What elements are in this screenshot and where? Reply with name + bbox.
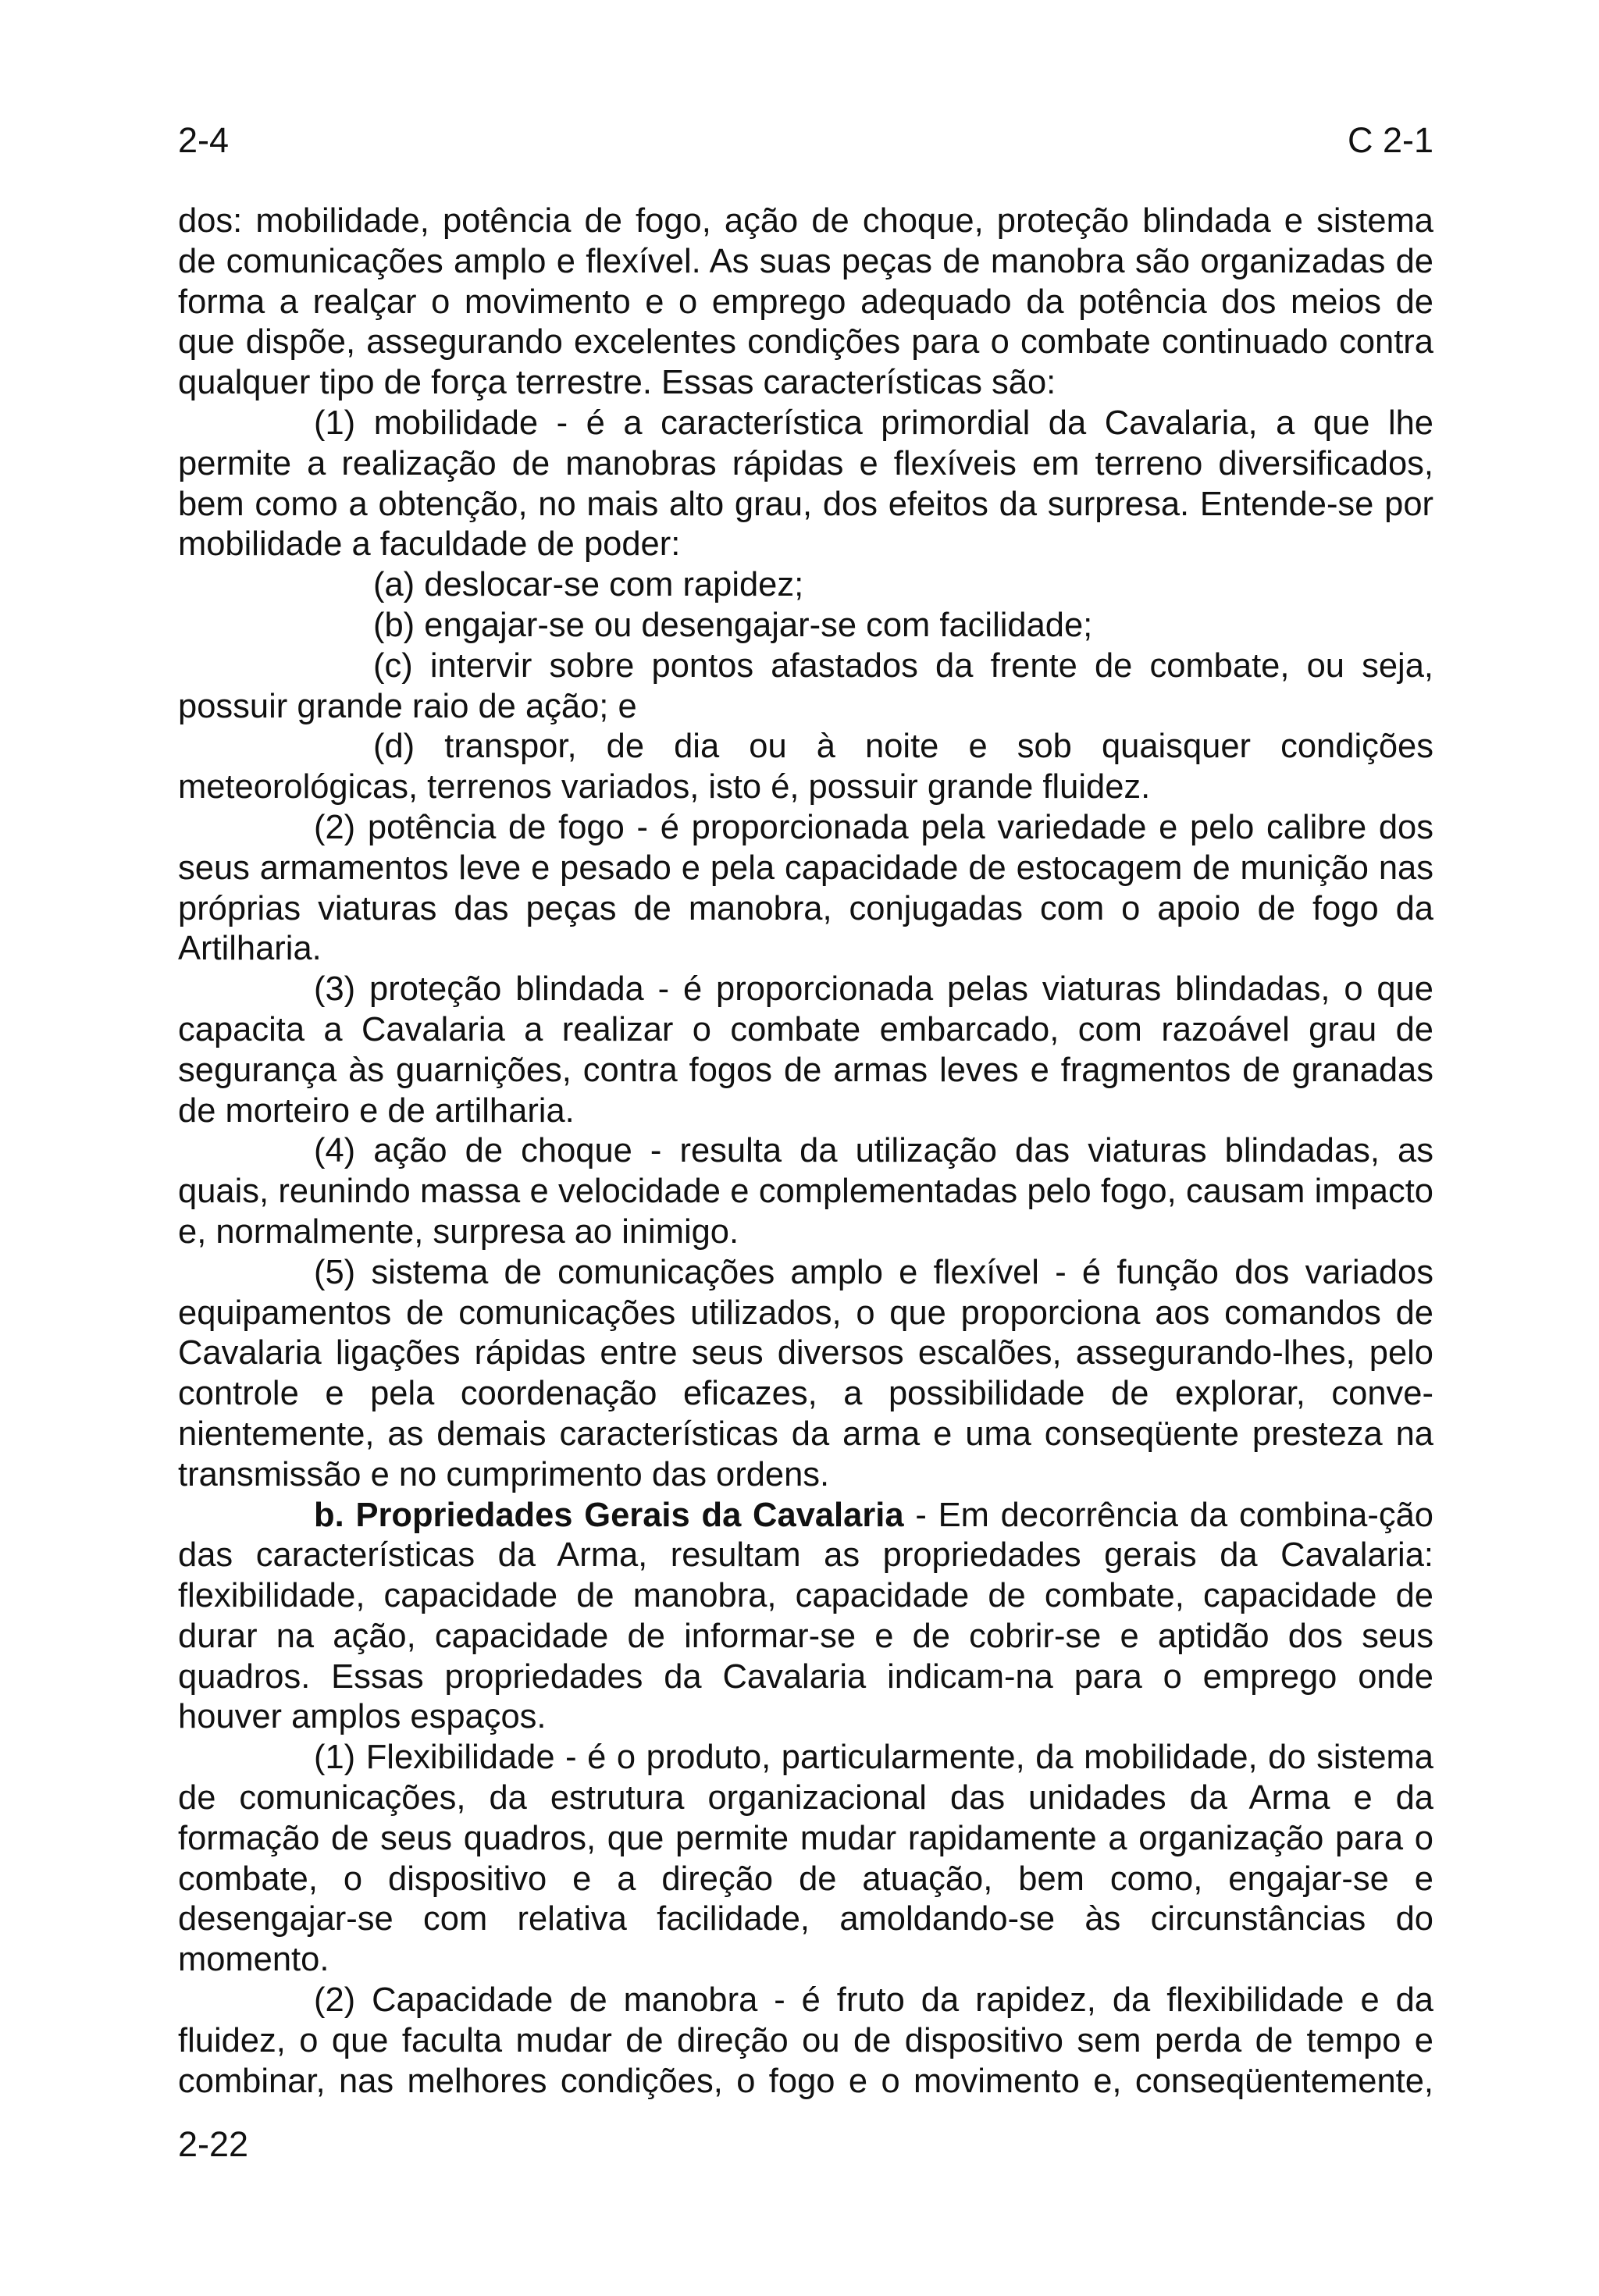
section-heading-b: b. Propriedades Gerais da Cavalaria: [314, 1496, 904, 1534]
paragraph-item-c: (c) intervir sobre pontos afastados da frente de combate, ou seja, possuir grande raio de ação; e: [178, 646, 1433, 725]
paragraph-flexibilidade: (1) Flexibilidade - é o produto, particularmente, da mobilidade, do sistema de comunicações, da estrutura organizacional das unidades da Arma e da formação de seus quadros, que permite mudar rapidamente a organização para o combate, o dispositivo e a direção de atuação, bem como, engajar-se e desengajar-se com relativa facilidade, amoldando-se às circunstâncias do momento.: [178, 1739, 1433, 1979]
running-header-manual-code: C 2-1: [1347, 120, 1433, 160]
paragraph-protecao-blindada: (3) proteção blindada - é proporcionada pelas viaturas blindadas, o que capacita a Cavalaria a realizar o combate embarcado, com razoável grau de segurança às guarnições, contra fogos de armas leves e fragmentos de granadas de morteiro e de artilharia.: [178, 970, 1433, 1130]
paragraph-sistema-de-comunicacoes: (5) sistema de comunicações amplo e flexível - é função dos variados equipamentos de comunicações utilizados, o que proporciona aos comandos de Cavalaria ligações rápidas entre seus diversos escalões, assegurando-lhes, pelo controle e pela coordenação eficazes, a possibilidade de explorar, conve-nientemente, as demais características da arma e uma conseqüente presteza na transmissão e no cumprimento das ordens.: [178, 1253, 1433, 1493]
paragraph-item-b: (b) engajar-se ou desengajar-se com facilidade;: [373, 606, 1093, 644]
paragraph-item-a: (a) deslocar-se com rapidez;: [373, 566, 804, 604]
paragraph-item-d: (d) transpor, de dia ou à noite e sob quaisquer condições meteorológicas, terrenos variados, isto é, possuir grande fluidez.: [178, 728, 1433, 806]
page-number: 2-22: [178, 2124, 249, 2164]
paragraph-mobilidade: (1) mobilidade - é a característica primordial da Cavalaria, a que lhe permite a realização de manobras rápidas e flexíveis em terreno diversificados, bem como a obtenção, no mais alto grau, dos efeitos da surpresa. Entende-se por mobilidade a faculdade de poder:: [178, 404, 1433, 564]
running-header-section: 2-4: [178, 120, 230, 160]
paragraph-propriedades-gerais: [178, 1496, 1433, 1739]
paragraph-continuation: dos: mobilidade, potência de fogo, ação de choque, proteção blindada e sistema de comunicações amplo e flexível. As suas peças de manobra são organizadas de forma a realçar o movimento e o emprego adequado da potência dos meios de que dispõe, assegurando excelentes condições para o combate continuado contra qualquer tipo de força terrestre. Essas características são:: [178, 202, 1433, 402]
section-b-text: - Em decorrência da combina-ção das características da Arma, resultam as propriedades gerais da Cavalaria: flexibilidade, capacidade de manobra, capacidade de combate, capacidade de durar na ação, capacidade de informar-se e de cobrir-se e aptidão dos seus quadros. Essas propriedades da Cavalaria indicam-na para o emprego onde houver amplos espaços.: [178, 1496, 1433, 1736]
paragraph-acao-de-choque: (4) ação de choque - resulta da utilização das viaturas blindadas, as quais, reunindo massa e velocidade e complementadas pelo fogo, causam impacto e, normalmente, surpresa ao inimigo.: [178, 1132, 1433, 1251]
page-body: [178, 201, 1433, 2102]
paragraph-capacidade-de-manobra: (2) Capacidade de manobra - é fruto da rapidez, da flexibilidade e da fluidez, o que faculta mudar de direção ou de dispositivo sem perda de tempo e combinar, nas melhores condições, o fogo e o movimento e, conseqüentemente,: [178, 1981, 1433, 2100]
paragraph-potencia-de-fogo: (2) potência de fogo - é proporcionada pela variedade e pelo calibre dos seus armamentos leve e pesado e pela capacidade de estocagem de munição nas próprias viaturas das peças de manobra, conjugadas com o apoio de fogo da Artilharia.: [178, 808, 1433, 968]
